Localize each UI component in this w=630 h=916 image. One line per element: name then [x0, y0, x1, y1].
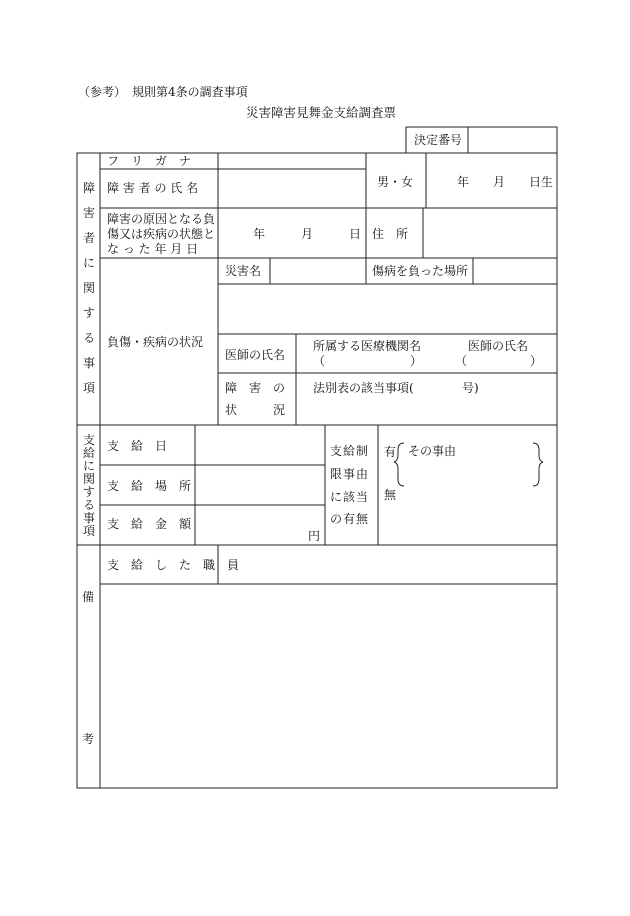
- decision-number-label: 決定番号: [414, 133, 463, 147]
- restriction-no[interactable]: 無: [384, 488, 397, 502]
- payment-section-label: 支 給 に 関 す る 事 項: [82, 433, 95, 538]
- injury-date-label-1: 障害の原因となる負: [107, 212, 216, 226]
- victim-name-label: 障 害 者 の 氏 名: [107, 181, 199, 195]
- injury-date-label-2: 傷又は疾病の状態と: [107, 227, 216, 241]
- reason-label: その事由: [408, 444, 457, 458]
- birth-date-label: 年 月 日生: [457, 175, 554, 189]
- institution-paren-open: （: [313, 354, 326, 368]
- injury-date-field[interactable]: 年 月 日: [253, 227, 362, 241]
- injury-place-label: 傷病を負った場所: [372, 264, 469, 278]
- payment-place-field[interactable]: [197, 467, 323, 503]
- yen-label: 円: [308, 529, 321, 543]
- restriction-label-2: 限事由: [330, 467, 370, 481]
- staff-field[interactable]: [220, 547, 555, 582]
- injury-place-field[interactable]: [475, 260, 555, 282]
- doctor-paren-open: （: [455, 354, 468, 368]
- payment-place-label: 支 給 場 所: [107, 479, 192, 493]
- restriction-label-1: 支給制: [330, 444, 370, 458]
- disability-status-label-2: 状 況: [225, 403, 286, 417]
- payment-date-label: 支 給 日: [107, 439, 168, 453]
- victim-section-label: 障 害 者 に 関 す る 事 項: [82, 181, 95, 395]
- victim-name-field[interactable]: [220, 171, 364, 206]
- doctor-name-sub-label: 医師の氏名: [468, 339, 529, 353]
- doctor-name-label: 医師の氏名: [225, 348, 286, 362]
- reason-field[interactable]: [405, 460, 533, 486]
- remarks-label-1: 備: [82, 590, 95, 604]
- restriction-yes[interactable]: 有: [384, 445, 397, 459]
- address-field[interactable]: [425, 210, 555, 256]
- form-title: 災害障害見舞金支給調査票: [246, 105, 397, 120]
- furigana-field[interactable]: [220, 155, 364, 168]
- payment-amount-field[interactable]: [197, 507, 305, 543]
- payment-date-field[interactable]: [197, 427, 323, 463]
- disaster-name-field[interactable]: [272, 260, 364, 282]
- restriction-label-3: に該当: [330, 490, 370, 504]
- staff-label: 支 給 し た 職 員: [107, 558, 240, 572]
- disability-status-label-1: 障 害 の: [225, 381, 286, 395]
- address-label: 住 所: [372, 227, 409, 241]
- remarks-field[interactable]: [102, 586, 555, 786]
- injury-status-label: 負傷・疾病の状況: [107, 335, 204, 349]
- decision-number-field[interactable]: [470, 129, 555, 151]
- payment-amount-label: 支 給 金 額: [107, 517, 192, 531]
- injury-date-label-3: な っ た 年 月 日: [107, 242, 199, 256]
- restriction-label-4: の有無: [330, 512, 370, 526]
- doctor-paren-close: ）: [530, 354, 543, 368]
- disaster-name-label: 災害名: [225, 264, 262, 278]
- remarks-label-2: 考: [82, 732, 95, 746]
- institution-paren-close: ）: [410, 354, 423, 368]
- furigana-label: フ リ ガ ナ: [107, 154, 192, 168]
- affiliated-institution-label: 所属する医療機関名: [313, 339, 422, 353]
- item-number-suffix: 号): [462, 381, 479, 395]
- injury-status-field[interactable]: [220, 286, 555, 332]
- reference-note: （参考） 規則第4条の調査事項: [78, 85, 248, 99]
- applicable-item-label: 法別表の該当事項(: [313, 381, 414, 395]
- gender-label[interactable]: 男・女: [377, 175, 414, 189]
